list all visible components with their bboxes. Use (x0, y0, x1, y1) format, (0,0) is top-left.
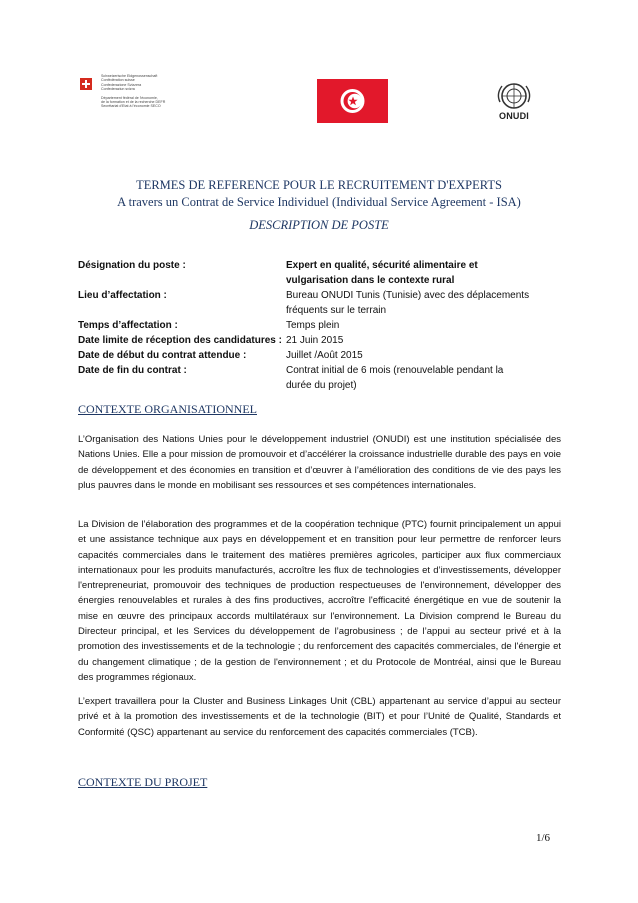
info-value: 21 Juin 2015 (286, 335, 344, 346)
info-label: Lieu d’affectation : (78, 290, 167, 301)
document-subtitle: A travers un Contrat de Service Individuel (Individual Service Agreement - ISA) (117, 195, 521, 209)
page-number: 1/6 (536, 832, 551, 844)
info-value: Bureau ONUDI Tunis (Tunisie) avec des déplacements fréquents sur le terrain (286, 290, 530, 316)
info-row (78, 318, 568, 333)
info-label: Date limite de réception des candidatures : (78, 335, 282, 346)
tunisia-flag-icon (317, 79, 388, 123)
info-row (78, 363, 568, 393)
paragraph-expert-unit: L’expert travaillera pour la Cluster and Business Linkages Unit (CBL) appartenant au service d’appui au secteur privé et à la promotion des investissements et de la technologie (BIT) et pour l’Unité de Qualité, Standards et Conformité (QSC) appartenant au service du renforcement des capacités commerciales (TCB). (78, 696, 561, 738)
info-value: Temps plein (286, 320, 340, 331)
onudi-logo (484, 82, 544, 122)
paragraph-onudi-mission: L’Organisation des Nations Unies pour le développement industriel (ONUDI) est une institution spécialisée des Nations Unies. Elle a pour mission de promouvoir et d’accélérer la croissance industrielle durable des pays en voie de développement et des économies en transition et d’œuvrer à l’amélioration des conditions de vie des pays les plus pauvres dans le monde en mobilisant ses ressources et ses compétences internationales. (78, 434, 561, 491)
un-emblem-icon (484, 82, 544, 112)
section-heading-project: CONTEXTE DU PROJET (78, 775, 208, 789)
job-info-table (78, 258, 568, 393)
info-row (78, 288, 568, 318)
info-row (78, 348, 568, 363)
info-label: Date de début du contrat attendue : (78, 350, 247, 361)
section-heading-organisational: CONTEXTE ORGANISATIONNEL (78, 402, 257, 416)
swiss-confederation-logo (80, 74, 210, 120)
section-description-heading: DESCRIPTION DE POSTE (249, 218, 389, 232)
info-value: Contrat initial de 6 mois (renouvelable pendant la durée du projet) (286, 365, 504, 391)
info-row (78, 258, 568, 288)
info-value: Juillet /Août 2015 (286, 350, 363, 361)
info-label: Désignation du poste : (78, 260, 186, 271)
info-value: Expert en qualité, sécurité alimentaire et vulgarisation dans le contexte rural (286, 260, 478, 286)
swiss-logo-text: Schweizerische Eidgenossenschaft Confédération suisse Confederazione Svizzera Confederaziun svizra Département fédéral de l'économie, de la formation et de la recherche DEFR Secrétariat d'Etat à l'économie SECO (101, 74, 166, 109)
onudi-wordmark: ONUDI (499, 111, 529, 121)
document-title: TERMES DE REFERENCE POUR LE RECRUITEMENT D'EXPERTS (136, 178, 502, 192)
info-row (78, 333, 568, 348)
paragraph-ptc-division: La Division de l’élaboration des programmes et de la coopération technique (PTC) fournit principalement un appui et une assistance technique aux pays en développement et en transition pour leur permettre de renforcer leurs capacités commerciales dans le traitement des matières premières agricoles, participer aux flux commerciaux internationaux pour les produits manufacturés, accroître les flux de technologies et d’investissements, développer l'entrepreneuriat, promouvoir des techniques de production respectueuses de l'environnement, développer des énergies renouvelables et rurales à des fins productives, accroître l'efficacité énergétique en vue de soutenir la mise en œuvre des principaux accords multilatéraux sur l'environnement. La Division comprend le Bureau du Directeur principal, et les Services du développement de l’agrobusiness ; de l’appui au secteur privé et à la promotion des investissements et de la technologie ; du renforcement des capacités commerciales, de l'énergie et du changement climatique ; de la gestion de l'environnement ; et du Protocole de Montréal, ainsi que le Bureau des programmes régionaux. (78, 519, 561, 683)
swiss-cross-icon (80, 78, 92, 90)
info-label: Date de fin du contrat : (78, 365, 187, 376)
info-label: Temps d’affectation : (78, 320, 178, 331)
